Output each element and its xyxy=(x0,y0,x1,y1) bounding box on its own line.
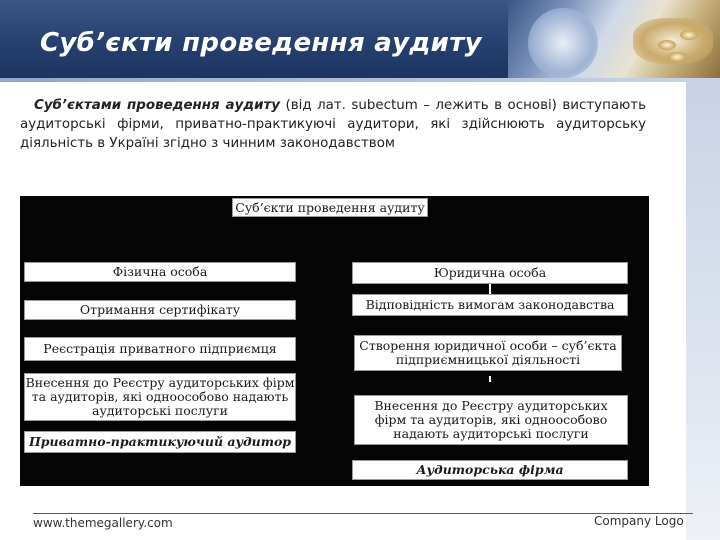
slide-title: Суб’єкти проведення аудиту xyxy=(40,28,482,58)
footer-company-logo: Company Logo xyxy=(594,514,684,528)
connector-line xyxy=(489,376,491,382)
left-branch-result: Приватно-практикуючий аудитор xyxy=(24,431,296,453)
left-branch-step: Отримання сертифікату xyxy=(24,300,296,320)
right-decorative-strip xyxy=(686,82,720,540)
right-branch-step: Створення юридичної особи – суб’єкта підприємницької діяльності xyxy=(354,335,622,371)
right-branch-result: Аудиторська фірма xyxy=(352,460,628,480)
coin-graphic xyxy=(658,40,676,50)
footer-website: www.themegallery.com xyxy=(33,516,173,530)
left-branch-heading: Фізична особа xyxy=(24,262,296,282)
connector-line xyxy=(489,284,491,294)
diagram-root-node: Суб’єкти проведення аудиту xyxy=(232,198,428,217)
coin-graphic xyxy=(680,30,698,40)
intro-term: Суб’єктами проведення аудиту xyxy=(34,98,280,113)
audit-subjects-diagram xyxy=(20,196,649,486)
header-decorative-image xyxy=(508,0,720,78)
coin-graphic xyxy=(668,52,686,62)
right-branch-step: Внесення до Реєстру аудиторських фірм та аудиторів, які одноособово надають аудиторські послуги xyxy=(354,395,628,445)
left-branch-step: Внесення до Реєстру аудиторських фірм та аудиторів, які одноособово надають аудиторські послуги xyxy=(24,373,296,421)
globe-graphic xyxy=(528,8,598,78)
header-divider xyxy=(0,78,720,82)
right-branch-step: Відповідність вимогам законодавства xyxy=(352,294,628,316)
left-branch-step: Реєстрація приватного підприємця xyxy=(24,337,296,361)
right-branch-heading: Юридична особа xyxy=(352,262,628,284)
intro-text: (від лат. subectum – лежить в основі) виступають аудиторські фірми, приватно-практикуючі аудитори, які здійснюють аудиторську діяльність в Україні згідно з чинним законодавством xyxy=(20,98,647,151)
intro-paragraph xyxy=(20,96,646,153)
